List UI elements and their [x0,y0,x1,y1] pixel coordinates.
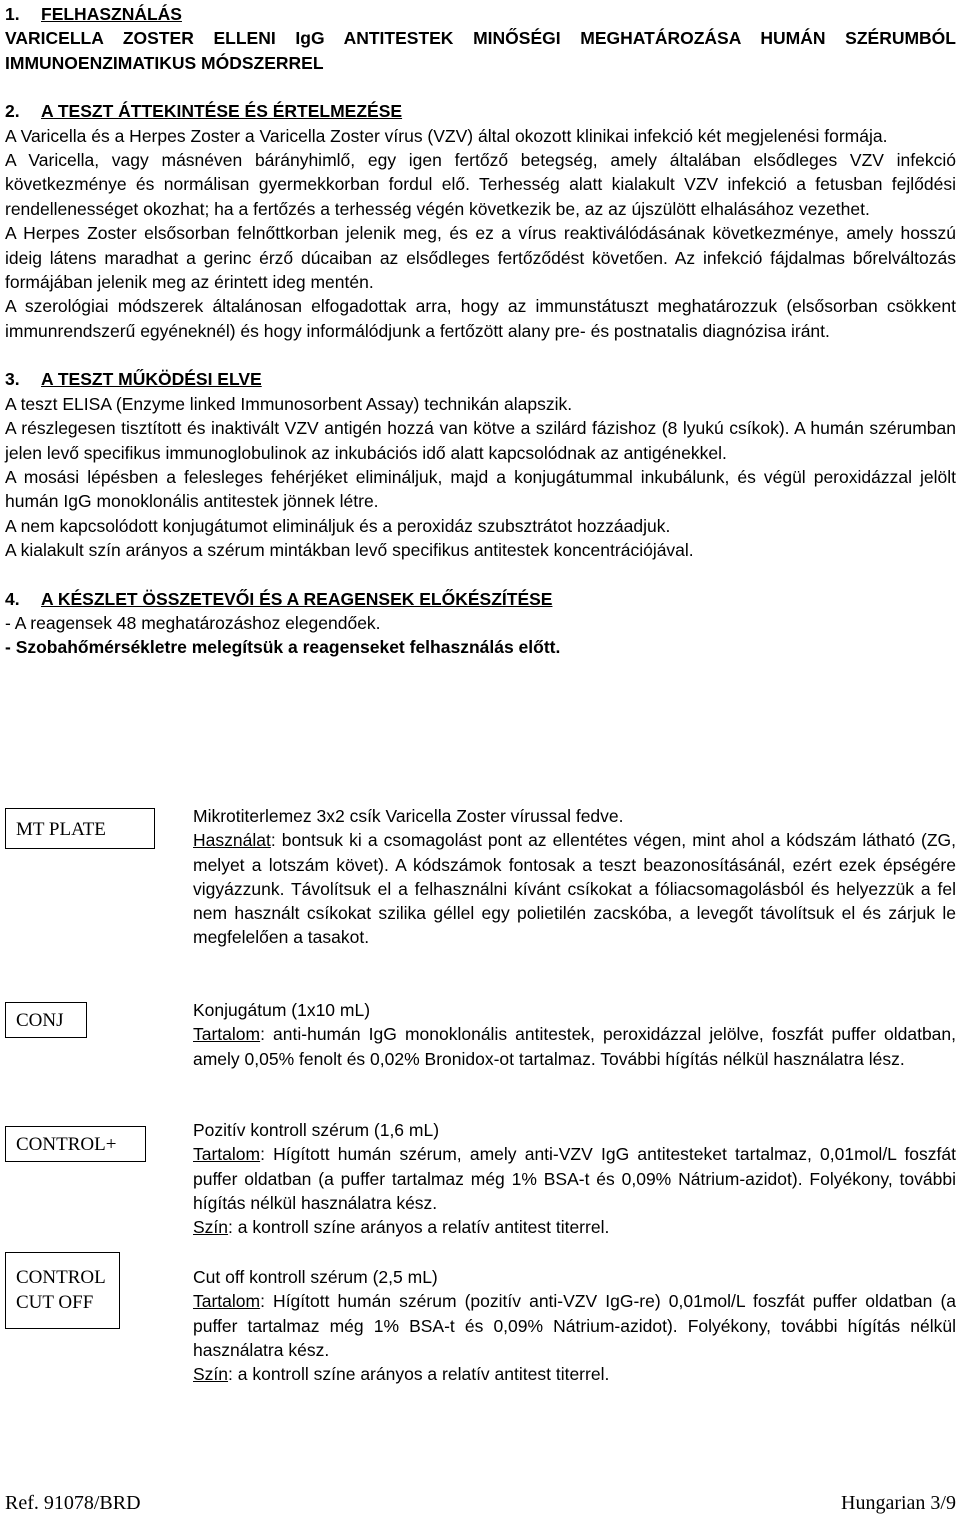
section-3-paragraph: A mosási lépésben a felesleges fehérjéket elimináljuk, majd a konjugátummal inkubálunk, és végül peroxidázzal jelölt humán IgG monoklonális antitestek jönnek létre. [5,466,956,512]
section-2-paragraph: A szerológiai módszerek általánosan elfogadottak arra, hogy az immunstátuszt meghatározzuk (elsősorban csökkent immunrendszerű egyéneknél) és hogy informálódjunk a fertőzött alany pre- és postnatalis diagnózisa iránt. [5,296,956,341]
control-cutoff-color [193,1362,956,1386]
content-text: : Hígított humán szérum (pozitív anti-VZV IgG-re) 0,01mol/L foszfát puffer oldatban (a puffer tartalmaz még 1% BSA-t és 0,09% Nátrium-azidot). Folyékony, további hígítás nélkül használatra kész. [193,1291,956,1360]
section-1-number: 1. [5,4,20,24]
content-keyword: Tartalom [193,1144,261,1165]
page-footer [5,1492,956,1515]
mt-plate-label: MT PLATE [16,819,106,840]
color-text: : a kontroll színe arányos a relatív antitest titerrel. [228,1217,610,1238]
section-3-heading [5,367,956,391]
section-2-paragraph: A Varicella, vagy másnéven bárányhimlő, egy igen fertőző betegség, amely általában elsődleges VZV infekció következménye és normálisan gyermekkorban fordul elő. Terhesség alatt kialakult VZV infekció a fetusban fejlődési rendellenességet okozhat; ha a fertőzés a terhesség végén következik be, az az újszülött elhalásához vezethet. [5,150,956,219]
mt-plate-description [193,804,956,950]
mt-plate-label-box [5,808,155,849]
section-3-paragraph: A kialakult szín arányos a szérum mintákban levő specifikus antitestek koncentrációjával. [5,540,694,561]
control-plus-color [193,1215,956,1239]
control-plus-content [193,1142,956,1215]
section-3-title: A TESZT MŰKÖDÉSI ELVE [41,369,262,390]
color-keyword: Szín [193,1364,229,1385]
section-1-subtitle: VARICELLA ZOSTER ELLENI IgG ANTITESTEK MINŐSÉGI MEGHATÁROZÁSA HUMÁN SZÉRUMBÓL IMMUNOENZIMATIKUS MÓDSZERREL [5,28,956,73]
section-1-heading [5,2,956,26]
content-keyword: Tartalom [193,1024,261,1045]
section-2-paragraph: A Varicella és a Herpes Zoster a Varicella Zoster vírus (VZV) által okozott klinikai infekció két megjelenési formája. [5,125,888,146]
mt-plate-name: Mikrotiterlemez 3x2 csík Varicella Zoster vírussal fedve. [193,806,624,826]
section-4-note: - A reagensek 48 meghatározáshoz elegendőek. [5,612,381,633]
control-plus-name: Pozitív kontroll szérum (1,6 mL) [193,1120,440,1140]
control-plus-label: CONTROL+ [16,1134,117,1155]
content-text: : Hígított humán szérum, amely anti-VZV IgG antitesteket tartalmaz, 0,01mol/L foszfát puffer oldatban (a puffer tartalmaz még 1% BSA-t és 0,09% Nátrium-azidot). Folyékony, további hígítás nélkül használatra kész. [193,1144,956,1213]
section-4-number: 4. [5,588,20,609]
section-2-heading [5,99,956,123]
control-plus-label-box [5,1126,146,1162]
section-2-paragraph: A Herpes Zoster elsősorban felnőttkorban jelenik meg, és ez a vírus reaktiválódásának következménye, amely hosszú ideig látens maradhat a gerinc érző dúcaiban az elsődleges fertőződést követően. Az infekció fájdalmas bőrelváltozás formájában jelenik meg az érintett ideg mentén. [5,223,956,293]
control-cutoff-description [193,1265,956,1386]
section-2-title: A TESZT ÁTTEKINTÉSE ÉS ÉRTELMEZÉSE [41,101,403,122]
control-plus-description [193,1118,956,1239]
usage-keyword: Használat [193,830,271,851]
section-3-paragraph: A részlegesen tisztított és inaktivált VZV antigén hozzá van kötve a szilárd fázishoz (8 lyukú csíkok). A humán szérumban jelen levő specifikus immunoglobulinok az inkubációs idő alatt kapcsolódnak az antigénekkel. [5,418,956,463]
section-2-number: 2. [5,101,20,122]
conj-content [193,1022,956,1071]
conj-label: CONJ [16,1010,64,1031]
content-keyword: Tartalom [193,1291,261,1312]
section-2 [5,99,956,343]
section-1 [5,2,956,75]
usage-text: : bontsuk ki a csomagolást pont az ellentétes végen, mint ahol a kódszám látható (ZG, melyet a lotszám követ). A kódszámok fontosak a teszt beazonosításánál, ezért ezek épségére vigyázzunk. Távolítsuk el a felhasználni kívánt csíkokat a fóliacsomagolásból és helyezzük a fel nem használt csíkokat szilika géllel egy polietilén zacskóba, a levegőt távolítsuk el és zárjuk le megfelelően a tasakot. [193,830,956,948]
section-1-title: FELHASZNÁLÁS [41,4,182,24]
footer-page-number: Hungarian 3/9 [841,1492,956,1514]
color-keyword: Szín [193,1217,229,1238]
color-text: : a kontroll színe arányos a relatív antitest titerrel. [228,1364,610,1385]
conj-description [193,998,956,1071]
section-3-paragraph: A teszt ELISA (Enzyme linked Immunosorbent Assay) technikán alapszik. [5,393,573,414]
control-cutoff-content [193,1289,956,1362]
footer-reference: Ref. 91078/BRD [5,1492,141,1514]
document-page [5,2,956,660]
control-cutoff-name: Cut off kontroll szérum (2,5 mL) [193,1267,438,1287]
control-cutoff-label-line1: CONTROL [16,1267,106,1288]
section-3-paragraph: A nem kapcsolódott konjugátumot elimináljuk és a peroxidáz szubsztrátot hozzáadjuk. [5,515,671,536]
section-4-warning: - Szobahőmérsékletre melegítsük a reagenseket felhasználás előtt. [5,637,561,658]
section-4-heading [5,587,956,611]
conj-name: Konjugátum (1x10 mL) [193,1000,371,1020]
section-3 [5,367,956,562]
mt-plate-usage [193,828,956,949]
section-3-number: 3. [5,369,20,390]
section-4-title: A KÉSZLET ÖSSZETEVŐI ÉS A REAGENSEK ELŐKÉSZÍTÉSE [41,588,553,609]
content-text: : anti-humán IgG monoklonális antitestek, peroxidázzal jelölve, foszfát puffer oldatban, amely 0,05% fenolt és 0,02% Bronidox-ot tartalmaz. További hígítás nélkül használatra lész. [193,1024,956,1069]
conj-label-box [5,1002,87,1038]
control-cutoff-label-line2: CUT OFF [16,1292,94,1313]
section-4 [5,587,956,660]
control-cutoff-label-box [5,1252,120,1329]
